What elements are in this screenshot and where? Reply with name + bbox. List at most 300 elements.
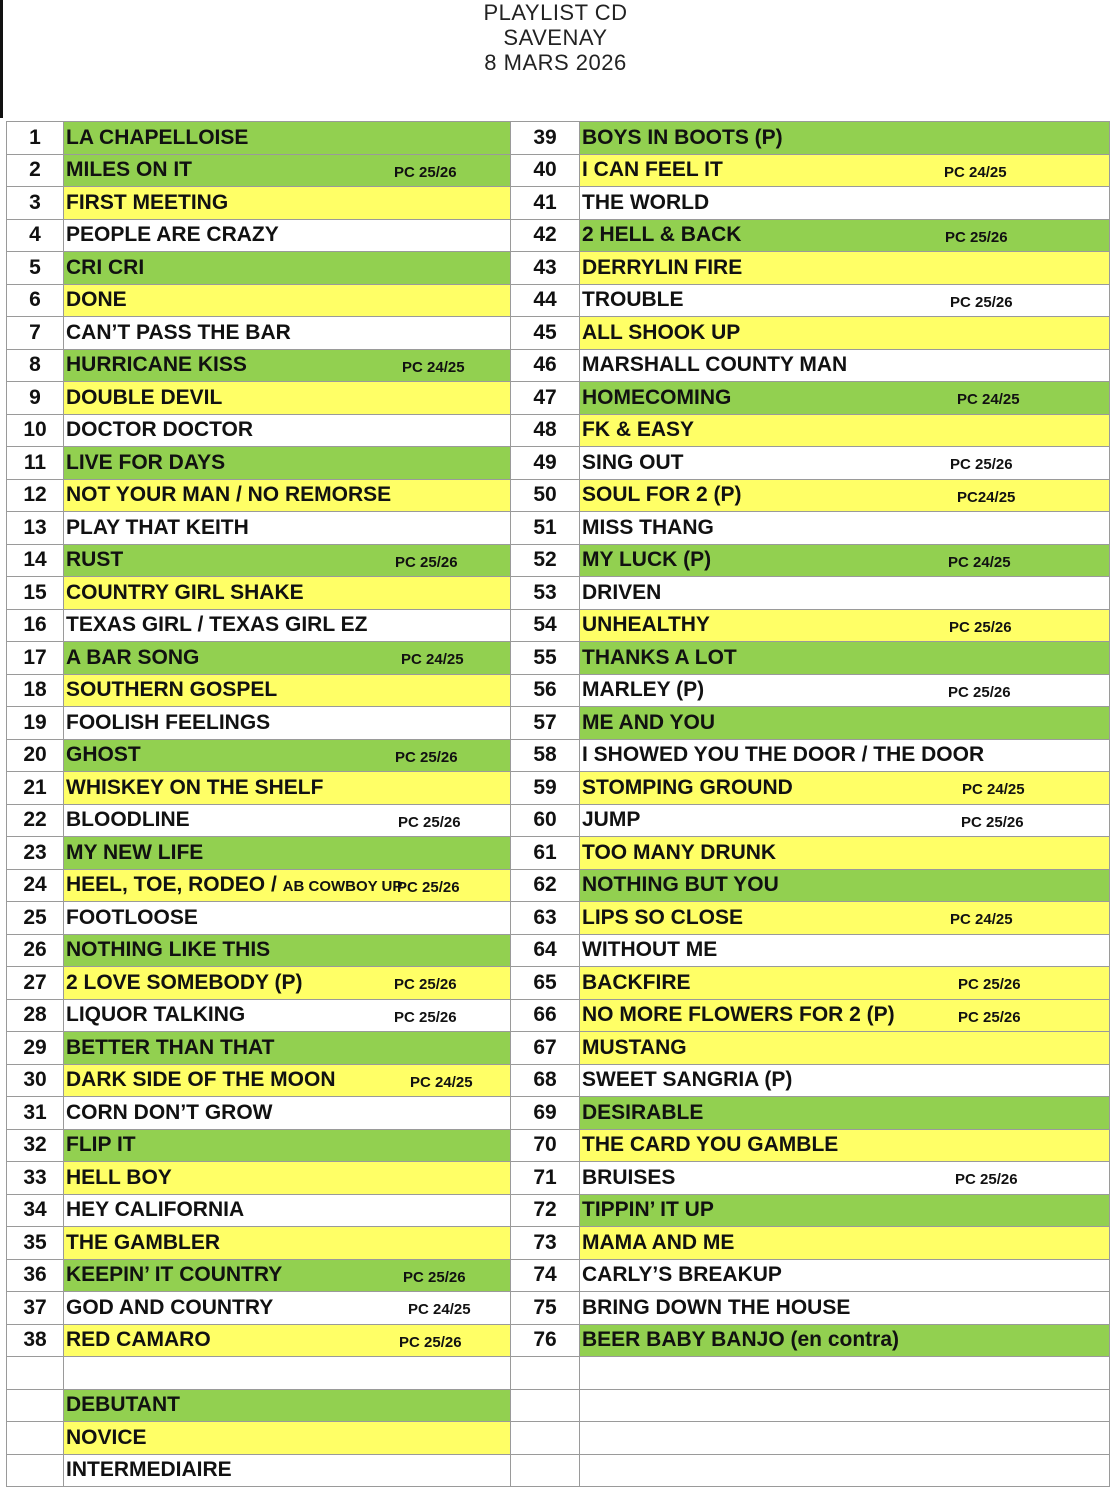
track-cell — [580, 674, 1110, 707]
track-title: MISS THANG — [582, 515, 714, 539]
playlist-table — [6, 121, 1110, 1487]
track-cell — [580, 1259, 1110, 1292]
track-number: 18 — [7, 674, 64, 707]
track-number: 54 — [511, 609, 580, 642]
track-number: 2 — [7, 154, 64, 187]
track-number: 30 — [7, 1064, 64, 1097]
pc-season-tag: PC 24/25 — [408, 1301, 471, 1318]
track-number: 68 — [511, 1064, 580, 1097]
track-cell — [64, 1324, 511, 1357]
track-cell — [64, 122, 511, 155]
track-title: MARLEY (P) — [582, 678, 705, 702]
track-cell — [64, 219, 511, 252]
pc-season-tag: PC 25/26 — [394, 1008, 457, 1026]
track-title: FLIP IT — [66, 1133, 136, 1157]
track-cell — [64, 284, 511, 317]
track-number: 59 — [511, 772, 580, 805]
track-cell — [580, 967, 1110, 1000]
playlist-row — [7, 902, 1110, 935]
track-cell — [64, 642, 511, 675]
track-title: NOTHING LIKE THIS — [66, 938, 271, 962]
track-cell — [64, 1292, 511, 1325]
track-cell — [64, 447, 511, 480]
track-number: 13 — [7, 512, 64, 545]
pc-season-tag: PC 25/26 — [399, 1333, 462, 1351]
track-cell — [580, 1227, 1110, 1260]
track-number: 36 — [7, 1259, 64, 1292]
track-cell — [580, 479, 1110, 512]
playlist-row — [7, 1194, 1110, 1227]
track-cell — [64, 804, 511, 837]
track-number: 52 — [511, 544, 580, 577]
pc-season-tag: PC 25/26 — [948, 683, 1011, 701]
track-cell — [580, 1129, 1110, 1162]
track-title: DOUBLE DEVIL — [66, 385, 223, 409]
track-title: FOOTLOOSE — [66, 905, 198, 929]
track-number: 26 — [7, 934, 64, 967]
empty-cell — [511, 1422, 580, 1455]
track-cell — [580, 544, 1110, 577]
track-number: 3 — [7, 187, 64, 220]
track-cell — [64, 317, 511, 350]
legend-row — [7, 1422, 1110, 1455]
empty-cell — [7, 1422, 64, 1455]
track-title: LIVE FOR DAYS — [66, 450, 226, 474]
track-title: RED CAMARO — [66, 1328, 211, 1352]
track-title: I SHOWED YOU THE DOOR / THE DOOR — [582, 743, 985, 767]
track-cell — [580, 609, 1110, 642]
empty-cell — [580, 1454, 1110, 1487]
track-number: 29 — [7, 1032, 64, 1065]
track-title: BACKFIRE — [582, 970, 691, 994]
playlist-header — [0, 0, 1111, 75]
track-number: 73 — [511, 1227, 580, 1260]
pc-season-tag: PC 24/25 — [402, 358, 465, 376]
playlist-row — [7, 1324, 1110, 1357]
track-number: 37 — [7, 1292, 64, 1325]
track-title: DRIVEN — [582, 580, 662, 604]
track-title: NOTHING BUT YOU — [582, 873, 779, 897]
track-title: WHISKEY ON THE SHELF — [66, 775, 324, 799]
track-title: COUNTRY GIRL SHAKE — [66, 580, 304, 604]
track-number: 55 — [511, 642, 580, 675]
pc-season-tag: PC 24/25 — [401, 651, 464, 668]
track-title: BRUISES — [582, 1165, 676, 1189]
track-number: 5 — [7, 252, 64, 285]
track-title: ME AND YOU — [582, 710, 716, 734]
track-cell — [64, 739, 511, 772]
playlist-row — [7, 414, 1110, 447]
track-cell — [64, 674, 511, 707]
track-title: LIQUOR TALKING — [66, 1003, 246, 1027]
track-cell — [64, 544, 511, 577]
track-title: CARLY’S BREAKUP — [582, 1263, 782, 1287]
track-number: 22 — [7, 804, 64, 837]
track-cell — [580, 414, 1110, 447]
playlist-row — [7, 772, 1110, 805]
track-title: LA CHAPELLOISE — [66, 125, 249, 149]
track-cell — [64, 707, 511, 740]
pc-season-tag: PC 25/26 — [955, 1171, 1018, 1188]
track-title: UNHEALTHY — [582, 613, 710, 637]
empty-cell — [7, 1389, 64, 1422]
track-number: 25 — [7, 902, 64, 935]
track-title: BEER BABY BANJO (en contra) — [582, 1328, 899, 1352]
playlist-row — [7, 544, 1110, 577]
track-cell — [64, 1032, 511, 1065]
track-title: CORN DON’T GROW — [66, 1100, 273, 1124]
track-title: WITHOUT ME — [582, 938, 718, 962]
track-title: 2 LOVE SOMEBODY (P) — [66, 970, 303, 994]
empty-cell — [580, 1389, 1110, 1422]
track-number: 50 — [511, 479, 580, 512]
playlist-row — [7, 252, 1110, 285]
track-cell — [580, 739, 1110, 772]
legend-level-label: DEBUTANT — [64, 1389, 511, 1422]
track-title: HURRICANE KISS — [66, 353, 247, 377]
pc-season-tag: PC 24/25 — [950, 911, 1013, 928]
track-cell — [64, 869, 511, 902]
track-number: 43 — [511, 252, 580, 285]
track-cell — [580, 934, 1110, 967]
track-cell — [64, 934, 511, 967]
playlist-row — [7, 187, 1110, 220]
pc-season-tag: PC 25/26 — [403, 1268, 466, 1286]
track-number: 39 — [511, 122, 580, 155]
track-title: I CAN FEEL IT — [582, 158, 723, 182]
track-title: MUSTANG — [582, 1035, 687, 1059]
track-number: 64 — [511, 934, 580, 967]
track-cell — [64, 1259, 511, 1292]
track-cell — [580, 642, 1110, 675]
track-cell — [580, 349, 1110, 382]
track-number: 12 — [7, 479, 64, 512]
track-number: 63 — [511, 902, 580, 935]
track-title: MAMA AND ME — [582, 1230, 735, 1254]
track-cell — [580, 154, 1110, 187]
pc-season-tag: PC 24/25 — [410, 1073, 473, 1091]
playlist-row — [7, 284, 1110, 317]
track-number: 19 — [7, 707, 64, 740]
track-cell — [580, 1324, 1110, 1357]
track-title: BRING DOWN THE HOUSE — [582, 1295, 851, 1319]
track-number: 27 — [7, 967, 64, 1000]
playlist-row — [7, 382, 1110, 415]
track-title: DONE — [66, 288, 127, 312]
track-cell — [64, 512, 511, 545]
track-title: THANKS A LOT — [582, 645, 737, 669]
playlist-row — [7, 707, 1110, 740]
track-number: 6 — [7, 284, 64, 317]
pc-season-tag: PC 25/26 — [958, 976, 1021, 993]
pc-season-tag: PC 24/25 — [948, 553, 1011, 571]
pc-season-tag: PC 25/26 — [950, 456, 1013, 473]
track-cell — [64, 577, 511, 610]
track-number: 34 — [7, 1194, 64, 1227]
track-cell — [580, 804, 1110, 837]
track-title: TEXAS GIRL / TEXAS GIRL EZ — [66, 613, 368, 637]
track-title: NOT YOUR MAN / NO REMORSE — [66, 483, 392, 507]
track-title: DERRYLIN FIRE — [582, 255, 743, 279]
track-cell — [64, 154, 511, 187]
track-title: GOD AND COUNTRY — [66, 1295, 274, 1319]
track-cell — [580, 187, 1110, 220]
track-title: BETTER THAN THAT — [66, 1035, 275, 1059]
playlist-row — [7, 1097, 1110, 1130]
pc-season-tag: PC 24/25 — [957, 391, 1020, 408]
track-cell — [64, 837, 511, 870]
track-number: 51 — [511, 512, 580, 545]
playlist-row — [7, 1162, 1110, 1195]
track-number: 15 — [7, 577, 64, 610]
playlist-row — [7, 674, 1110, 707]
track-cell — [64, 1064, 511, 1097]
track-title: HELL BOY — [66, 1165, 172, 1189]
track-cell — [64, 609, 511, 642]
track-title: DOCTOR DOCTOR — [66, 418, 254, 442]
playlist-row — [7, 999, 1110, 1032]
track-title: FK & EASY — [582, 418, 695, 442]
track-number: 76 — [511, 1324, 580, 1357]
playlist-row — [7, 1129, 1110, 1162]
track-title: SWEET SANGRIA (P) — [582, 1068, 793, 1092]
track-cell — [580, 122, 1110, 155]
track-number: 1 — [7, 122, 64, 155]
track-title: RUST — [66, 548, 124, 572]
track-title: THE WORLD — [582, 190, 710, 214]
blank-row — [7, 1357, 1110, 1390]
track-cell — [580, 1162, 1110, 1195]
track-number: 9 — [7, 382, 64, 415]
legend-row — [7, 1389, 1110, 1422]
pc-season-tag: PC 25/26 — [958, 1008, 1021, 1026]
track-number: 74 — [511, 1259, 580, 1292]
track-title: MY LUCK (P) — [582, 548, 712, 572]
track-number: 45 — [511, 317, 580, 350]
track-number: 8 — [7, 349, 64, 382]
playlist-row — [7, 349, 1110, 382]
playlist-row — [7, 609, 1110, 642]
track-title: BOYS IN BOOTS (P) — [582, 125, 783, 149]
playlist-row — [7, 1259, 1110, 1292]
track-number: 65 — [511, 967, 580, 1000]
track-title: A BAR SONG — [66, 645, 200, 669]
track-title: 2 HELL & BACK — [582, 223, 742, 247]
pc-season-tag: PC 25/26 — [949, 618, 1012, 636]
legend-level-label: NOVICE — [64, 1422, 511, 1455]
empty-cell — [7, 1357, 64, 1390]
pc-season-tag: PC 25/26 — [950, 293, 1013, 311]
track-cell — [64, 349, 511, 382]
track-number: 16 — [7, 609, 64, 642]
track-cell — [580, 869, 1110, 902]
pc-season-tag: PC 25/26 — [961, 813, 1024, 831]
track-cell — [580, 577, 1110, 610]
playlist-row — [7, 1227, 1110, 1260]
pc-season-tag: PC 24/25 — [944, 163, 1007, 181]
pc-season-tag: PC 25/26 — [395, 748, 458, 766]
track-title: TROUBLE — [582, 288, 684, 312]
track-title: DESIRABLE — [582, 1100, 704, 1124]
playlist-row — [7, 447, 1110, 480]
track-number: 62 — [511, 869, 580, 902]
track-number: 35 — [7, 1227, 64, 1260]
pc-season-tag: PC 25/26 — [397, 878, 460, 896]
track-cell — [580, 447, 1110, 480]
track-title: HEY CALIFORNIA — [66, 1198, 245, 1222]
track-title: MILES ON IT — [66, 158, 192, 182]
playlist-row — [7, 219, 1110, 252]
track-title: GHOST — [66, 743, 141, 767]
track-number: 38 — [7, 1324, 64, 1357]
track-cell — [64, 967, 511, 1000]
track-cell — [64, 187, 511, 220]
track-number: 66 — [511, 999, 580, 1032]
track-title: HEEL, TOE, RODEO / — [66, 873, 283, 897]
track-number: 44 — [511, 284, 580, 317]
playlist-row — [7, 154, 1110, 187]
empty-cell — [580, 1422, 1110, 1455]
track-number: 24 — [7, 869, 64, 902]
track-cell — [580, 1194, 1110, 1227]
track-cell — [64, 479, 511, 512]
empty-cell — [511, 1454, 580, 1487]
track-number: 23 — [7, 837, 64, 870]
legend-row — [7, 1454, 1110, 1487]
track-number: 28 — [7, 999, 64, 1032]
track-cell — [64, 1227, 511, 1260]
track-title: KEEPIN’ IT COUNTRY — [66, 1263, 283, 1287]
pc-season-tag: PC 25/26 — [394, 976, 457, 993]
track-title: PEOPLE ARE CRAZY — [66, 223, 279, 247]
track-cell — [580, 1292, 1110, 1325]
track-number: 7 — [7, 317, 64, 350]
pc-season-tag: PC24/25 — [957, 488, 1016, 506]
track-number: 21 — [7, 772, 64, 805]
track-cell — [64, 1194, 511, 1227]
playlist-row — [7, 642, 1110, 675]
track-number: 53 — [511, 577, 580, 610]
playlist-row — [7, 967, 1110, 1000]
track-cell — [64, 902, 511, 935]
track-title: NO MORE FLOWERS FOR 2 (P) — [582, 1003, 895, 1027]
pc-season-tag: PC 24/25 — [962, 781, 1025, 798]
empty-cell — [511, 1389, 580, 1422]
track-title: CRI CRI — [66, 255, 145, 279]
track-title: SING OUT — [582, 450, 684, 474]
playlist-row — [7, 739, 1110, 772]
track-title: FIRST MEETING — [66, 190, 229, 214]
track-title: TOO MANY DRUNK — [582, 840, 777, 864]
track-cell — [580, 837, 1110, 870]
header-date: 8 MARS 2026 — [484, 50, 627, 75]
playlist-row — [7, 122, 1110, 155]
track-title: MARSHALL COUNTY MAN — [582, 353, 848, 377]
playlist-row — [7, 1064, 1110, 1097]
header-title: PLAYLIST CD — [483, 0, 628, 25]
track-number: 72 — [511, 1194, 580, 1227]
track-number: 20 — [7, 739, 64, 772]
track-title: FOOLISH FEELINGS — [66, 710, 271, 734]
track-title: STOMPING GROUND — [582, 775, 793, 799]
track-number: 58 — [511, 739, 580, 772]
track-title: MY NEW LIFE — [66, 840, 204, 864]
track-cell — [580, 1064, 1110, 1097]
track-cell — [580, 902, 1110, 935]
legend-level-label: INTERMEDIAIRE — [64, 1454, 511, 1487]
track-number: 40 — [511, 154, 580, 187]
track-cell — [64, 1097, 511, 1130]
track-cell — [580, 284, 1110, 317]
header-location: SAVENAY — [503, 25, 608, 50]
track-cell — [64, 999, 511, 1032]
empty-cell — [580, 1357, 1110, 1390]
track-number: 69 — [511, 1097, 580, 1130]
track-number: 10 — [7, 414, 64, 447]
track-title: BLOODLINE — [66, 808, 190, 832]
playlist-row — [7, 869, 1110, 902]
track-number: 70 — [511, 1129, 580, 1162]
track-cell — [64, 1129, 511, 1162]
track-title: THE CARD YOU GAMBLE — [582, 1133, 839, 1157]
track-cell — [580, 707, 1110, 740]
track-title: SOUTHERN GOSPEL — [66, 678, 278, 702]
track-number: 4 — [7, 219, 64, 252]
track-cell — [580, 317, 1110, 350]
track-title: LIPS SO CLOSE — [582, 905, 744, 929]
playlist-row — [7, 804, 1110, 837]
track-title: TIPPIN’ IT UP — [582, 1198, 714, 1222]
track-title: PLAY THAT KEITH — [66, 515, 249, 539]
playlist-row — [7, 577, 1110, 610]
track-title: JUMP — [582, 808, 641, 832]
track-number: 75 — [511, 1292, 580, 1325]
playlist-row — [7, 512, 1110, 545]
empty-cell — [7, 1454, 64, 1487]
track-number: 33 — [7, 1162, 64, 1195]
track-cell — [580, 512, 1110, 545]
empty-cell — [511, 1357, 580, 1390]
track-number: 49 — [511, 447, 580, 480]
track-cell — [64, 1162, 511, 1195]
pc-season-tag: PC 25/26 — [394, 163, 457, 181]
track-cell — [580, 1032, 1110, 1065]
empty-cell — [64, 1357, 511, 1390]
track-title: SOUL FOR 2 (P) — [582, 483, 742, 507]
track-title: HOMECOMING — [582, 385, 732, 409]
track-cell — [64, 252, 511, 285]
track-cell — [64, 414, 511, 447]
track-number: 61 — [511, 837, 580, 870]
track-cell — [580, 772, 1110, 805]
track-title: ALL SHOOK UP — [582, 320, 741, 344]
track-number: 71 — [511, 1162, 580, 1195]
track-number: 11 — [7, 447, 64, 480]
track-number: 60 — [511, 804, 580, 837]
pc-season-tag: PC 25/26 — [945, 228, 1008, 246]
track-title: THE GAMBLER — [66, 1230, 220, 1254]
playlist-row — [7, 934, 1110, 967]
playlist-row — [7, 1292, 1110, 1325]
track-number: 41 — [511, 187, 580, 220]
track-number: 32 — [7, 1129, 64, 1162]
track-cell — [580, 1097, 1110, 1130]
track-cell — [64, 382, 511, 415]
playlist-row — [7, 837, 1110, 870]
track-number: 17 — [7, 642, 64, 675]
track-number: 48 — [511, 414, 580, 447]
track-number: 56 — [511, 674, 580, 707]
